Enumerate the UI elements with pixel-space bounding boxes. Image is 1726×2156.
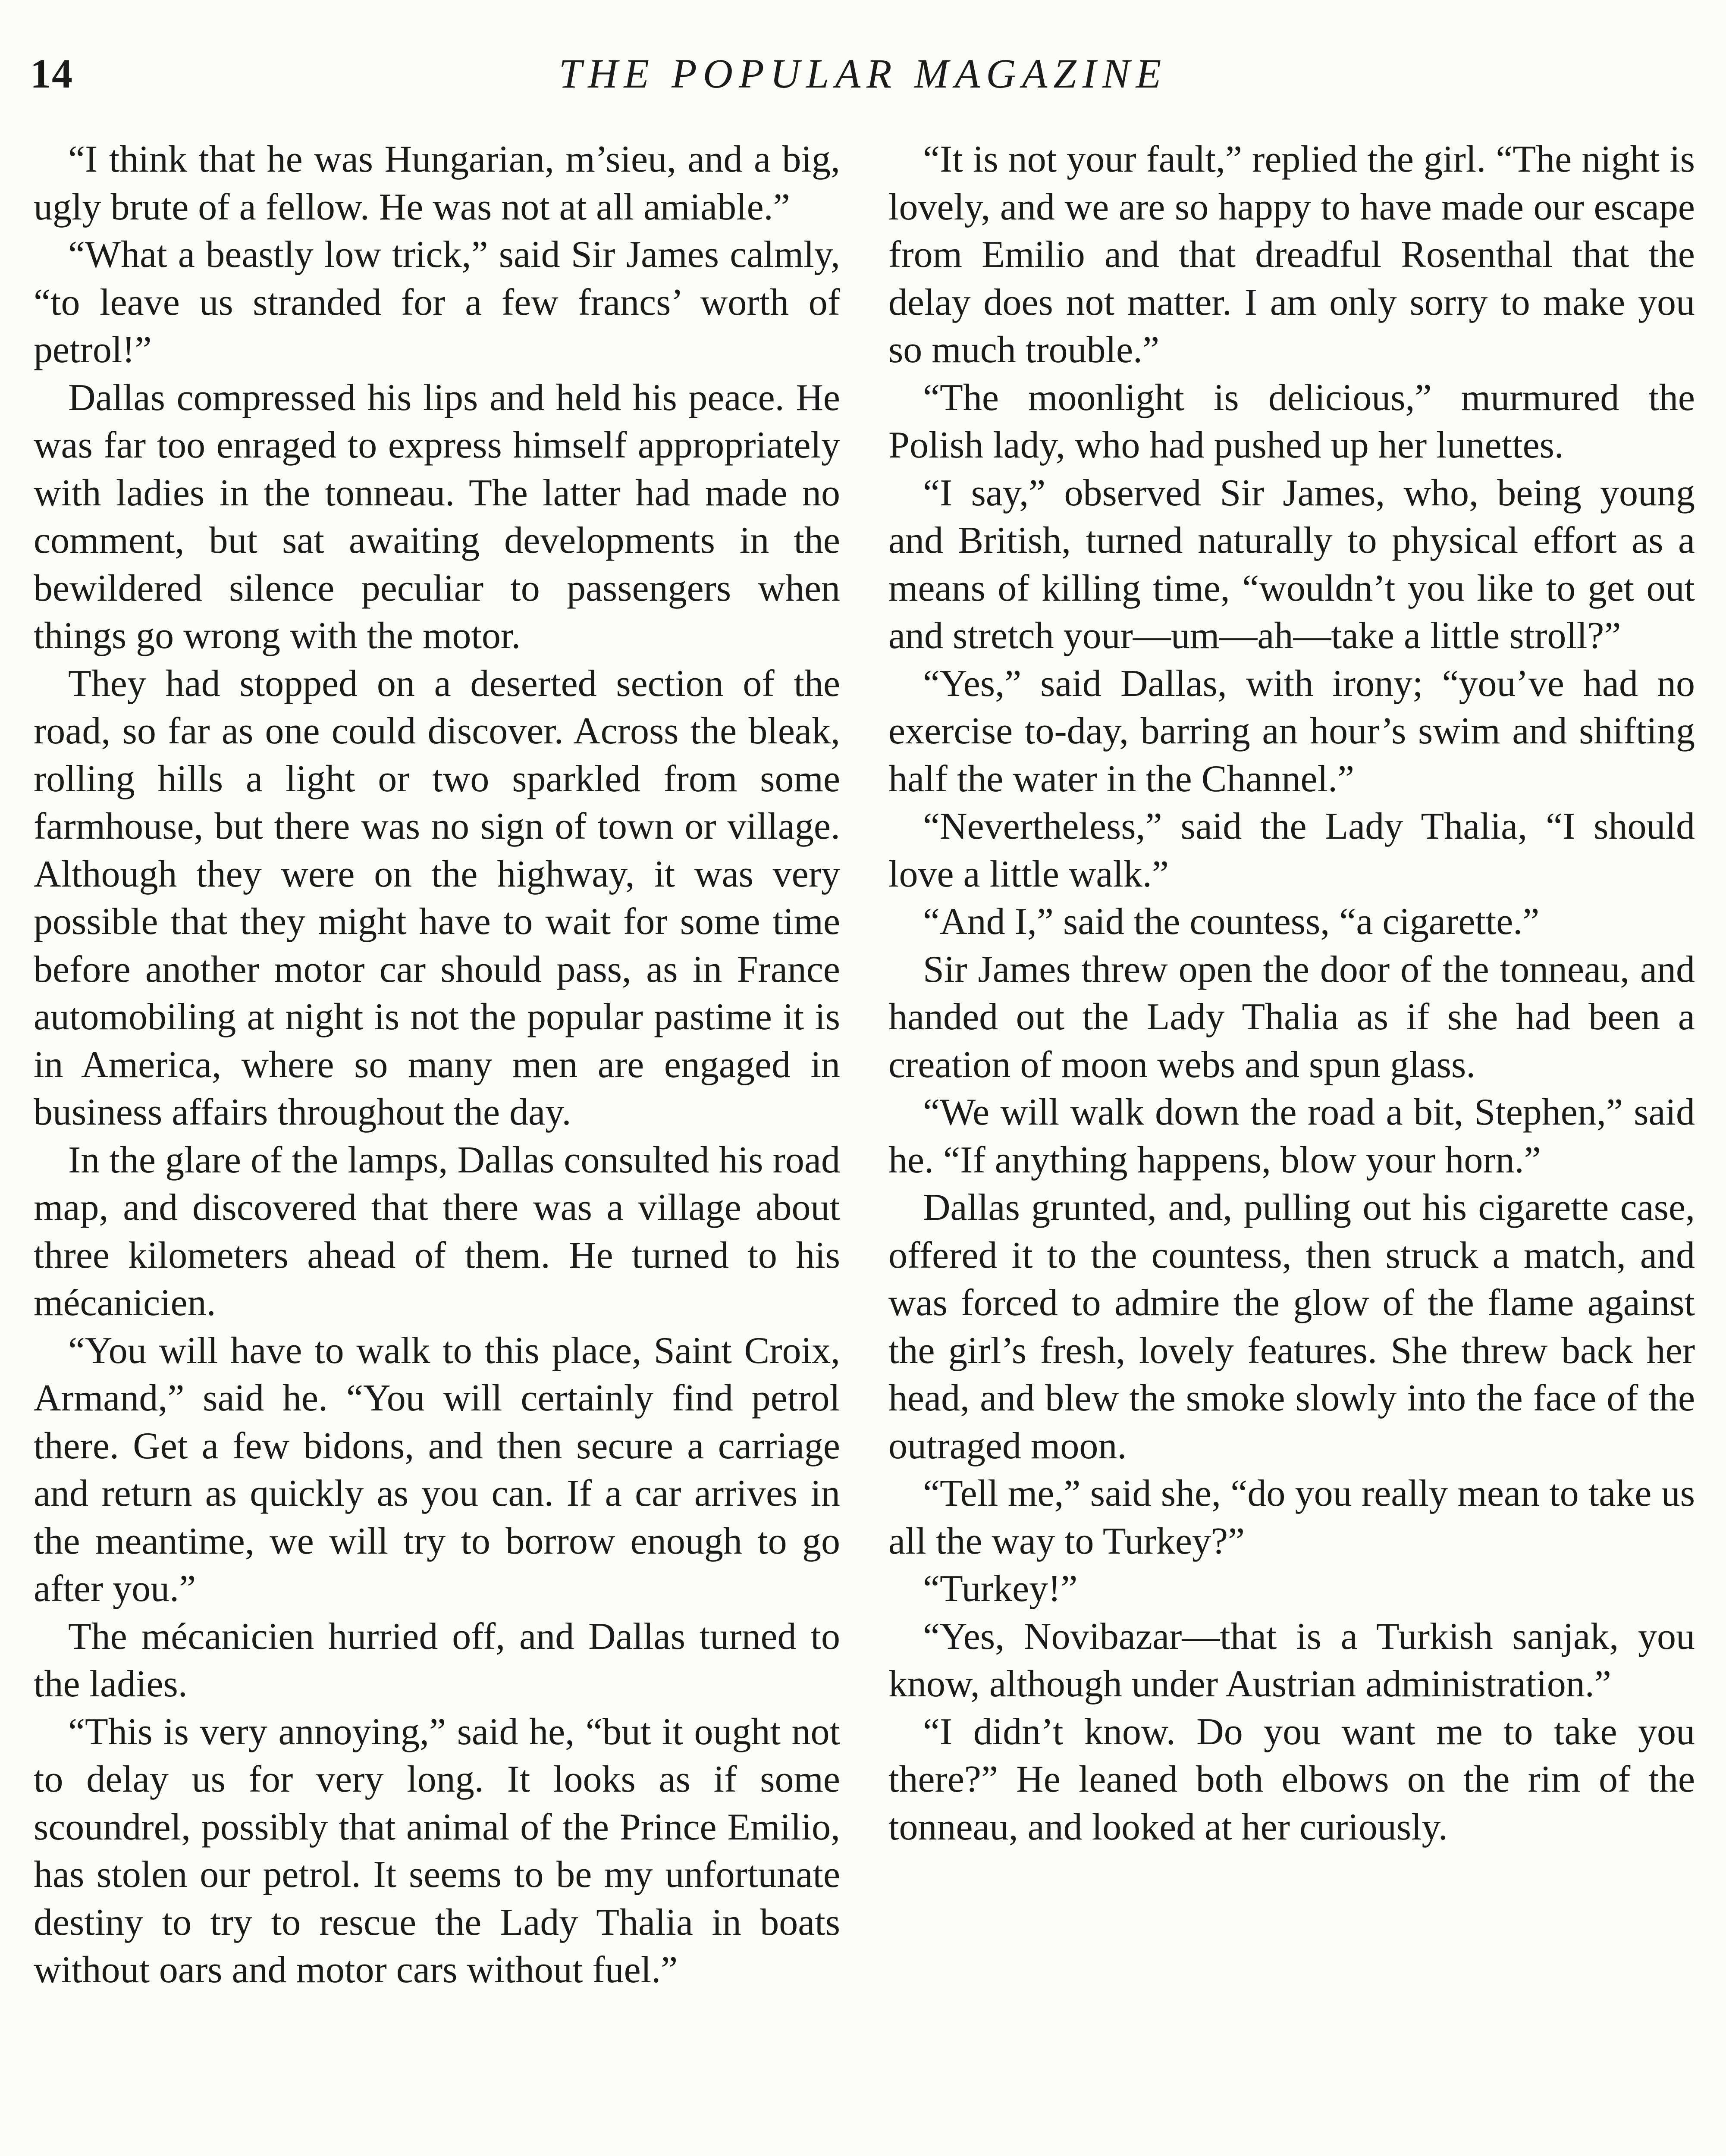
paragraph: Dallas compressed his lips and held his peace. He was far too enraged to express himself appropriately with ladies in the tonneau. The latter had made no comment, but sat awaiting developments in the bewildered silence peculiar to passengers when things go wrong with the motor. — [34, 376, 840, 657]
paragraph: “It is not your fault,” replied the girl. “The night is lovely, and we are so happy to have made our escape from Emilio and that dreadful Rosenthal that the delay does not matter. I am only sorry to make you so much trouble.” — [888, 138, 1695, 371]
right-column — [888, 136, 1695, 1851]
paragraph: “Yes, Novibazar—that is a Turkish sanjak, you know, although under Austrian administration.” — [888, 1615, 1695, 1705]
paragraph: “Tell me,” said she, “do you really mean to take us all the way to Turkey?” — [888, 1473, 1695, 1562]
paragraph: “Turkey!” — [923, 1568, 1078, 1610]
paragraph: “What a beastly low trick,” said Sir James calmly, “to leave us stranded for a few francs’ worth of petrol!” — [34, 234, 840, 371]
paragraph: In the glare of the lamps, Dallas consulted his road map, and discovered that there was a village about three kilometers ahead of them. He turned to his mécanicien. — [34, 1139, 840, 1324]
paragraph: The mécanicien hurried off, and Dallas turned to the ladies. — [34, 1615, 840, 1705]
paragraph: “Yes,” said Dallas, with irony; “you’ve had no exercise to-day, barring an hour’s swim and shifting half the water in the Channel.” — [888, 662, 1695, 800]
paragraph: Sir James threw open the door of the tonneau, and handed out the Lady Thalia as if she had been a creation of moon webs and spun glass. — [888, 948, 1695, 1086]
paragraph: Dallas grunted, and, pulling out his cigarette case, offered it to the countess, then struck a match, and was forced to admire the glow of the flame against the girl’s fresh, lovely features. She threw back her head, and blew the smoke slowly into the face of the outraged moon. — [888, 1187, 1695, 1467]
paragraph: “I say,” observed Sir James, who, being young and British, turned naturally to physical effort as a means of killing time, “wouldn’t you like to get out and stretch your—um—ah—take a little stroll?” — [888, 472, 1695, 657]
left-column — [34, 136, 840, 1994]
paragraph: “This is very annoying,” said he, “but it ought not to delay us for very long. It looks as if some scoundrel, possibly that animal of the Prince Emilio, has stolen our petrol. It seems to be my unfortunate destiny to try to rescue the Lady Thalia in boats without oars and motor cars without fuel.” — [34, 1711, 840, 1991]
paragraph: “We will walk down the road a bit, Stephen,” said he. “If anything happens, blow your horn.” — [888, 1091, 1695, 1181]
running-head: THE POPULAR MAGAZINE — [559, 50, 1167, 97]
page-number: 14 — [30, 50, 73, 97]
paragraph: “I think that he was Hungarian, m’sieu, and a big, ugly brute of a fellow. He was not at all amiable.” — [34, 138, 840, 228]
paragraph: “You will have to walk to this place, Saint Croix, Armand,” said he. “You will certainly find petrol there. Get a few bidons, and then secure a carriage and return as quickly as you can. If a car arrives in the meantime, we will try to borrow enough to go after you.” — [34, 1329, 840, 1610]
paragraph: “I didn’t know. Do you want me to take you there?” He leaned both elbows on the rim of the tonneau, and looked at her curiously. — [888, 1711, 1695, 1848]
paragraph: “The moonlight is delicious,” murmured the Polish lady, who had pushed up her lunettes. — [888, 376, 1695, 466]
paragraph: They had stopped on a deserted section of the road, so far as one could discover. Across the bleak, rolling hills a light or two sparkled from some farmhouse, but there was no sign of town or village. Although they were on the highway, it was very possible that they might have to wait for some time before another motor car should pass, as in France automobiling at night is not the popular pastime it is in America, where so many men are engaged in business affairs throughout the day. — [34, 662, 840, 1133]
page-header — [30, 50, 1696, 110]
paragraph: “Nevertheless,” said the Lady Thalia, “I should love a little walk.” — [888, 805, 1695, 895]
paragraph: “And I,” said the countess, “a cigarette.” — [923, 901, 1540, 943]
